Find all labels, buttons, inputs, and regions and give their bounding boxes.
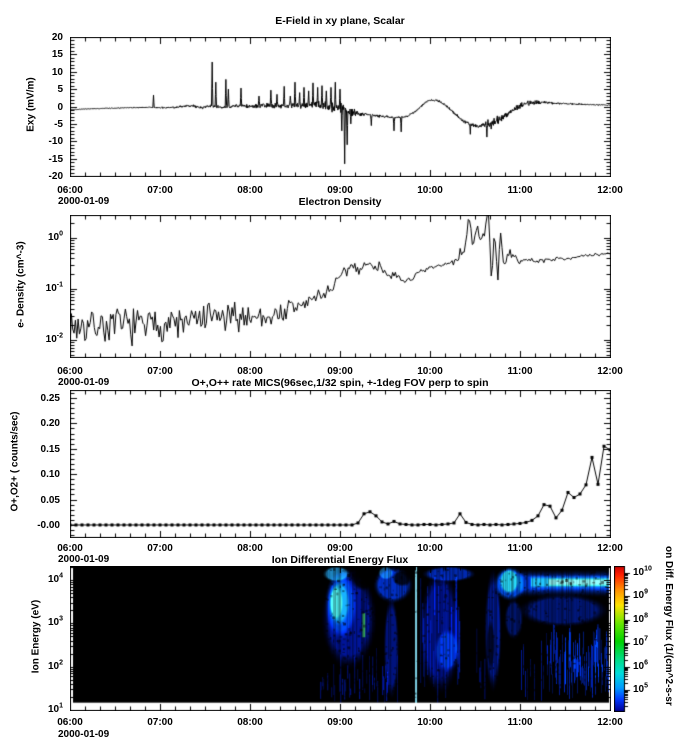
x-tick-label: 12:00	[597, 366, 623, 377]
efield-ytick-label: 20	[51, 32, 63, 43]
x-tick-label: 09:00	[327, 366, 353, 377]
x-tick-label: 08:00	[237, 185, 263, 196]
oxygen-ytick-label: 0.15	[40, 443, 60, 455]
efield-ytick-label: -5	[54, 118, 63, 130]
panel1-ylabel: Exy (mV/m)	[25, 77, 37, 132]
date-label: 2000-01-09	[58, 554, 110, 565]
panel3-title: O+,O++ rate MICS(96sec,1/32 spin, +-1deg FOV perp to spin	[191, 377, 489, 389]
oxygen-ytick-label: 0.10	[40, 469, 60, 481]
x-tick-label: 09:00	[327, 543, 353, 554]
x-tick-label: 10:00	[417, 185, 443, 196]
colorbar-tick-label: $10^5$	[633, 682, 649, 696]
colorbar-tick-label: $10^9$	[633, 589, 649, 602]
colorbar-tick-label: $10^8$	[633, 612, 649, 625]
oxygen-ytick-label: 0.20	[40, 418, 60, 430]
efield-ytick-label: 10	[51, 66, 63, 78]
efield-ytick-label: 15	[51, 49, 63, 61]
panel2-title: Electron Density	[298, 196, 382, 208]
efield-ytick-label: -10	[48, 136, 63, 148]
ion-energy-ytick-label: $10^2$	[47, 659, 63, 672]
oxygen-ytick-label: 0.25	[40, 392, 60, 404]
x-tick-label: 10:00	[417, 366, 443, 377]
x-tick-label: 06:00	[57, 543, 83, 554]
ion-energy-ytick-label: $10^1$	[47, 702, 63, 716]
x-tick-label: 06:00	[57, 185, 83, 196]
panel3-ylabel: O+,O2+ ( counts/sec)	[9, 411, 21, 512]
colorbar-tick-label: $10^7$	[633, 635, 649, 649]
x-tick-label: 07:00	[147, 543, 173, 554]
x-tick-label: 10:00	[417, 543, 443, 554]
efield-plot-canvas	[70, 37, 611, 177]
x-tick-label: 07:00	[147, 366, 173, 377]
x-tick-label: 11:00	[507, 543, 533, 554]
efield-ytick-label: 5	[57, 84, 63, 96]
electron-density-plot-canvas	[70, 215, 611, 358]
efield-ytick-label: 0	[57, 101, 63, 113]
density-ytick-label: $10^0$	[47, 230, 63, 243]
panel2-ylabel: e- Density (cm^-3)	[15, 241, 27, 328]
x-tick-label: 10:00	[417, 717, 443, 728]
panel4-title: Ion Differential Energy Flux	[271, 554, 409, 566]
panel4-ylabel: Ion Energy (eV)	[30, 599, 42, 674]
oxygen-ytick-label: -0.00	[37, 519, 60, 531]
colorbar-label: on Diff. Energy Flux (1/(cm^2-s-sr	[663, 546, 674, 706]
x-tick-label: 06:00	[57, 366, 83, 377]
x-tick-label: 07:00	[147, 717, 173, 728]
density-ytick-label: $10^{-1}$	[45, 281, 63, 294]
ion-energy-ytick-label: $10^4$	[47, 572, 63, 586]
oxygen-ytick-label: 0.05	[40, 494, 60, 506]
date-label: 2000-01-09	[58, 729, 110, 740]
colorbar-tick-label: $10^6$	[633, 659, 649, 672]
x-tick-label: 09:00	[327, 185, 353, 196]
x-tick-label: 11:00	[507, 717, 533, 728]
x-tick-label: 12:00	[597, 185, 623, 196]
x-tick-label: 09:00	[327, 717, 353, 728]
x-tick-label: 11:00	[507, 185, 533, 196]
x-tick-label: 06:00	[57, 717, 83, 728]
date-label: 2000-01-09	[58, 377, 110, 388]
efield-ytick-label: -20	[48, 171, 63, 182]
oxygen-rate-plot-canvas	[70, 390, 611, 538]
x-tick-label: 12:00	[597, 543, 623, 554]
panel1-title: E-Field in xy plane, Scalar	[275, 15, 405, 27]
date-label: 2000-01-09	[58, 196, 110, 207]
efield-ytick-label: -15	[48, 153, 63, 165]
ion-energy-ytick-label: $10^3$	[47, 616, 63, 629]
ion-flux-spectrogram-canvas	[70, 566, 611, 711]
x-tick-label: 08:00	[237, 717, 263, 728]
x-tick-label: 08:00	[237, 366, 263, 377]
x-tick-label: 07:00	[147, 185, 173, 196]
colorbar-tick-label: $10^{10}$	[633, 565, 652, 579]
x-tick-label: 12:00	[597, 717, 623, 728]
x-tick-label: 11:00	[507, 366, 533, 377]
x-tick-label: 08:00	[237, 543, 263, 554]
density-ytick-label: $10^{-2}$	[45, 332, 63, 345]
